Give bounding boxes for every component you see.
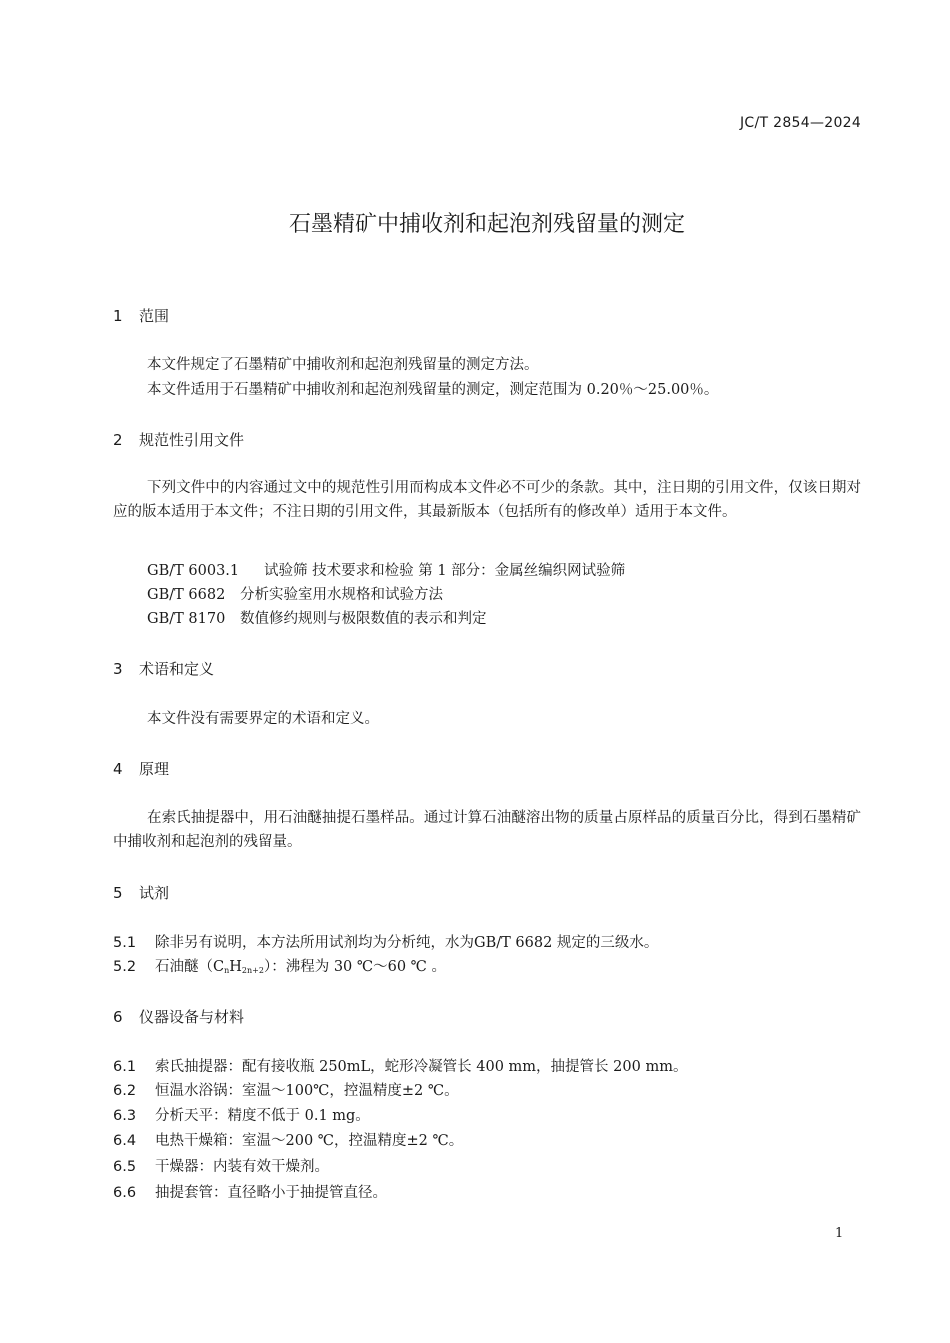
- item-number: 6.4: [113, 1133, 137, 1149]
- section-number: 3: [113, 660, 123, 678]
- item-text: 除非另有说明，本方法所用试剂均为分析纯，水为GB/T 6682 规定的三级水。: [155, 935, 659, 951]
- item-number: 6.2: [113, 1083, 137, 1099]
- scope-paragraph-1: 本文件规定了石墨精矿中捕收剂和起泡剂残留量的测定方法。: [147, 357, 539, 373]
- section-title: 仪器设备与材料: [139, 1008, 245, 1026]
- equipment-item: [113, 1055, 687, 1076]
- page-number: 1: [835, 1226, 844, 1241]
- reference-item: [147, 583, 443, 604]
- normative-references-intro: 下列文件中的内容通过文中的规范性引用而构成本文件必不可少的条款。其中，注日期的引用文件，仅该日期对应的版本适用于本文件；不注日期的引用文件，其最新版本（包括所有的修改单）适用于本文件。: [113, 480, 861, 520]
- section-title: 术语和定义: [139, 660, 215, 678]
- item-number: 6.6: [113, 1185, 137, 1201]
- section-title: 原理: [139, 760, 170, 778]
- equipment-item: [113, 1104, 370, 1125]
- section-title: 规范性引用文件: [139, 431, 245, 449]
- item-number: 6.1: [113, 1059, 137, 1075]
- reference-code: GB/T 6682: [147, 587, 226, 603]
- item-number: 5.2: [113, 959, 137, 975]
- section-title: 范围: [139, 307, 170, 325]
- section-6-heading: [113, 1006, 244, 1027]
- reference-item: [147, 559, 625, 580]
- reference-code: GB/T 8170: [147, 611, 226, 627]
- equipment-item: [113, 1155, 329, 1176]
- item-text: 索氏抽提器：配有接收瓶 250mL，蛇形冷凝管长 400 mm，抽提管长 200 mm。: [155, 1059, 688, 1075]
- item-number: 5.1: [113, 935, 137, 951]
- equipment-item: [113, 1079, 459, 1100]
- equipment-item: [113, 1181, 387, 1202]
- item-text: 抽提套管：直径略小于抽提管直径。: [155, 1185, 387, 1201]
- item-number: 6.3: [113, 1108, 137, 1124]
- item-number: 6.5: [113, 1159, 137, 1175]
- item-text: 电热干燥箱：室温～200 ℃，控温精度±2 ℃。: [155, 1133, 464, 1149]
- reference-title: 试验筛 技术要求和检验 第 1 部分：金属丝编织网试验筛: [264, 563, 626, 579]
- section-number: 5: [113, 884, 123, 902]
- principle-paragraph: 在索氏抽提器中，用石油醚抽提石墨样品。通过计算石油醚溶出物的质量占原样品的质量百分比，得到石墨精矿中捕收剂和起泡剂的残留量。: [113, 810, 861, 850]
- reference-title: 分析实验室用水规格和试验方法: [240, 587, 443, 603]
- item-text: 石油醚$(C_nH_{2n+2})$：沸程为 30 ℃～60 ℃ 。: [155, 959, 446, 975]
- section-4-heading: [113, 758, 169, 779]
- section-title: 试剂: [139, 884, 170, 902]
- reference-item: [147, 607, 487, 628]
- reagent-item: [113, 931, 658, 952]
- section-number: 6: [113, 1008, 123, 1026]
- section-5-heading: [113, 882, 169, 903]
- item-text: 干燥器：内装有效干燥剂。: [155, 1159, 329, 1175]
- section-number: 1: [113, 307, 123, 325]
- item-text: 分析天平：精度不低于 0.1 mg。: [155, 1108, 370, 1124]
- reagent-item: [113, 955, 446, 976]
- equipment-item: [113, 1129, 463, 1150]
- reference-code: GB/T 6003.1: [147, 563, 240, 579]
- section-1-heading: [113, 305, 169, 326]
- reference-title: 数值修约规则与极限数值的表示和判定: [240, 611, 487, 627]
- standard-code: JC/T 2854—2024: [740, 115, 862, 131]
- section-3-heading: [113, 658, 214, 679]
- terms-paragraph: 本文件没有需要界定的术语和定义。: [147, 711, 379, 727]
- section-number: 4: [113, 760, 123, 778]
- item-text: 恒温水浴锅：室温～100℃，控温精度±2 ℃。: [155, 1083, 459, 1099]
- section-number: 2: [113, 431, 123, 449]
- document-title: 石墨精矿中捕收剂和起泡剂残留量的测定: [288, 212, 685, 237]
- scope-paragraph-2: 本文件适用于石墨精矿中捕收剂和起泡剂残留量的测定，测定范围为 0.20％～25.00％。: [147, 382, 719, 398]
- section-2-heading: [113, 429, 244, 450]
